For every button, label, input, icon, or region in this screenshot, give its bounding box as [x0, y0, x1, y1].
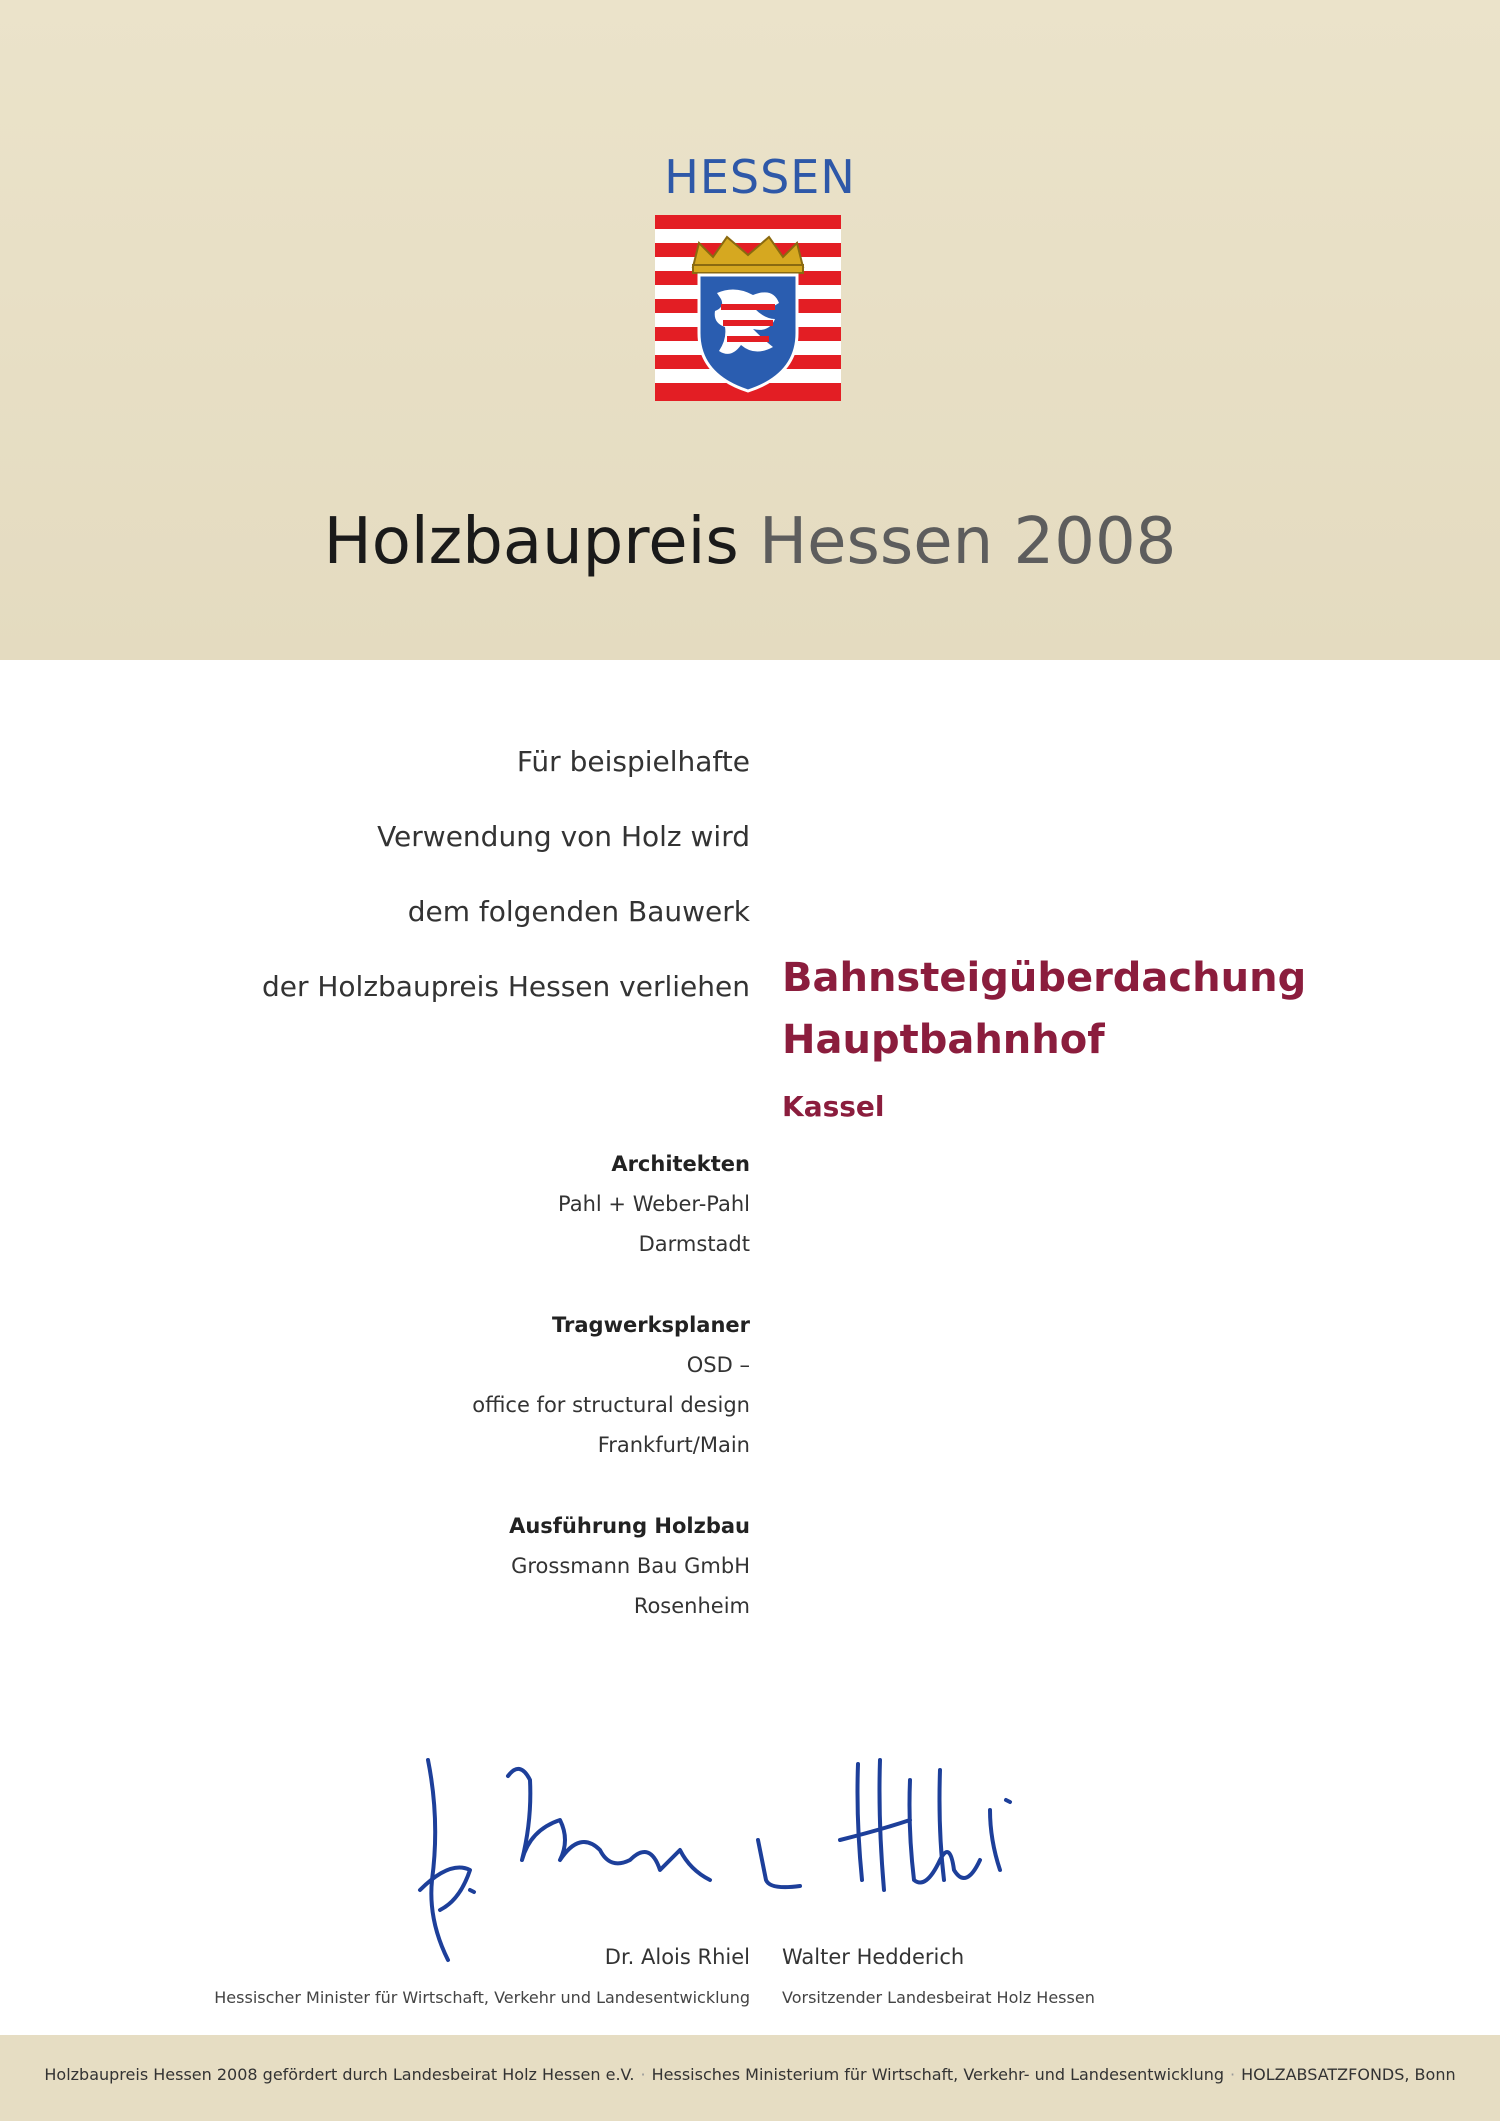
credit-line: OSD – [686, 1353, 750, 1377]
award-building-name-2: Hauptbahnhof [782, 1017, 1105, 1063]
credit-line: Grossmann Bau GmbH [511, 1554, 750, 1578]
handwritten-signature-icon [410, 1740, 1130, 1980]
credit-line: Frankfurt/Main [597, 1433, 750, 1457]
award-building-name: Bahnsteigüberdachung [782, 955, 1307, 1001]
signatory-role: Hessischer Minister für Wirtschaft, Verkehr und Landesentwicklung [214, 1988, 750, 2007]
signatory-name: Walter Hedderich [782, 1945, 965, 1969]
award-city: Kassel [782, 1090, 885, 1123]
footer-separator: · [1230, 2065, 1236, 2084]
credit-heading-construction: Ausführung Holzbau [509, 1514, 750, 1538]
signatory-name: Dr. Alois Rhiel [604, 1945, 750, 1969]
credit-line: Pahl + Weber-Pahl [558, 1192, 750, 1216]
footer-text [0, 2065, 1500, 2084]
credit-line: Rosenheim [633, 1594, 750, 1618]
intro-line: der Holzbaupreis Hessen verliehen [261, 970, 750, 1003]
credit-line: Darmstadt [638, 1232, 750, 1256]
title-main: Holzbaupreis [323, 505, 739, 579]
page-title [0, 505, 1500, 579]
footer-item: HOLZABSATZFONDS, Bonn [1241, 2065, 1456, 2084]
footer-item: Holzbaupreis Hessen 2008 gefördert durch Landesbeirat Holz Hessen e.V. [44, 2065, 635, 2084]
brand-wordmark: HESSEN [664, 150, 856, 204]
credit-heading-architects: Architekten [611, 1152, 750, 1176]
signatory-role: Vorsitzender Landesbeirat Holz Hessen [782, 1988, 1095, 2007]
footer-separator: · [640, 2065, 646, 2084]
credit-line: office for structural design [472, 1393, 750, 1417]
intro-line: dem folgenden Bauwerk [407, 895, 750, 928]
intro-line: Verwendung von Holz wird [377, 820, 750, 853]
credit-heading-structural: Tragwerksplaner [552, 1313, 750, 1337]
footer-item: Hessisches Ministerium für Wirtschaft, Verkehr- und Landesentwicklung [651, 2065, 1225, 2084]
title-sub: Hessen 2008 [759, 505, 1177, 579]
intro-line: Für beispielhafte [516, 745, 750, 778]
hessen-coat-of-arms-icon [655, 215, 841, 401]
